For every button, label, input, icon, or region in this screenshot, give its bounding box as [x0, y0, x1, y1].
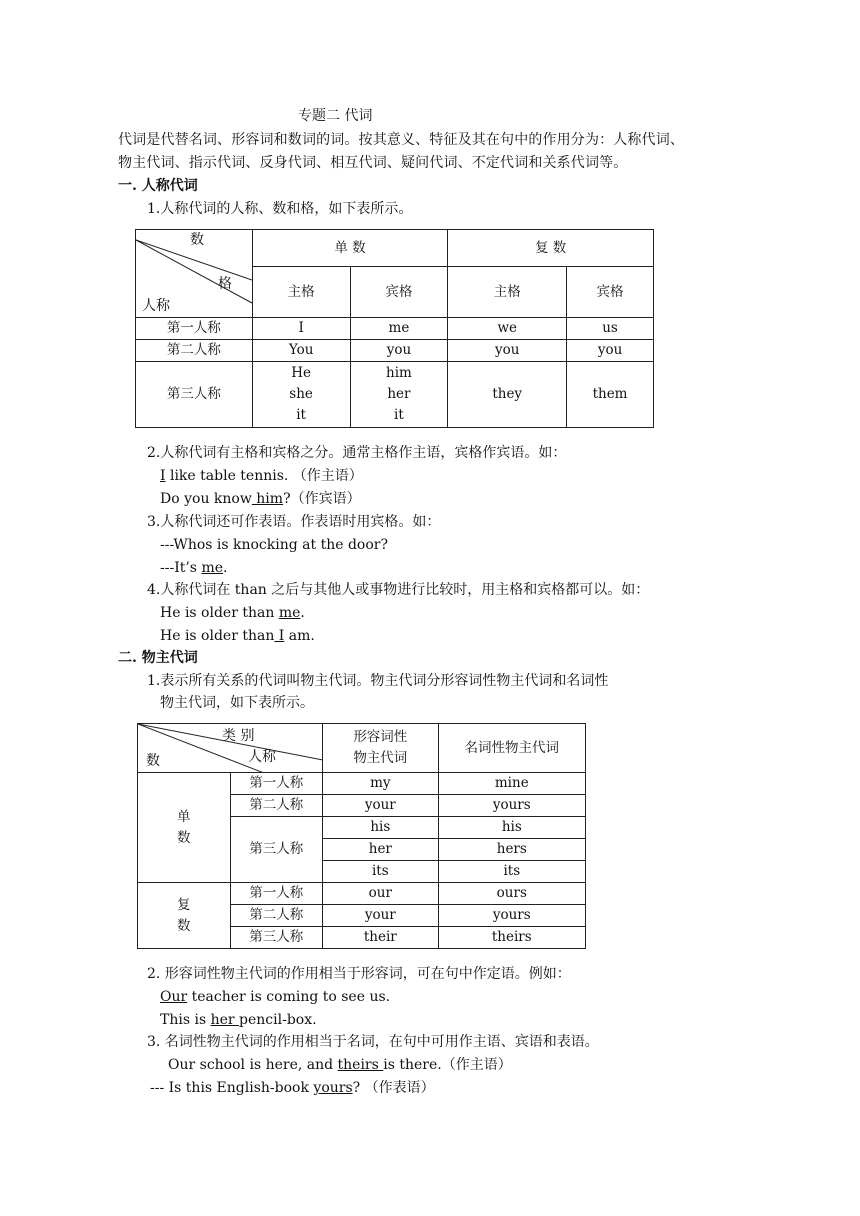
- table2-adj-header: [323, 724, 439, 773]
- plural-char-1: 复: [177, 896, 191, 913]
- table2-cell: your: [323, 795, 439, 817]
- table1-corner-cell: [136, 230, 253, 318]
- table2-cell: my: [323, 773, 439, 795]
- table2-person-first: 第一人称: [230, 883, 323, 905]
- pronoun-her: her: [387, 386, 411, 402]
- table1-cell: us: [567, 318, 654, 340]
- table2-adj-header-line2: 物主代词: [353, 750, 408, 766]
- table2-corner-number: 数: [146, 753, 160, 769]
- table2-person-second: 第二人称: [230, 795, 323, 817]
- table2-singular-label: [138, 773, 231, 883]
- section1-example4b: He is older than I am.: [160, 628, 315, 644]
- singular-char-2: 数: [177, 829, 191, 846]
- table1-cell: them: [567, 362, 654, 428]
- table1-cell: me: [350, 318, 448, 340]
- table2-cell: his: [323, 817, 439, 839]
- table1-cell: they: [448, 362, 567, 428]
- section1-example2a: I like table tennis. （作主语）: [160, 468, 363, 484]
- page-title: 专题二 代词: [298, 108, 373, 124]
- table2-plural-label: [138, 883, 231, 949]
- table1-obj-header-plural: 宾格: [567, 267, 654, 318]
- plural-char-2: 数: [177, 917, 191, 934]
- table1-cell: you: [567, 340, 654, 362]
- pronoun-he: He: [291, 365, 311, 381]
- table1-subj-header-plural: 主格: [448, 267, 567, 318]
- section2-para2: 2. 形容词性物主代词的作用相当于形容词，可在句中作定语。例如：: [147, 966, 571, 982]
- pronoun-it: it: [296, 407, 306, 423]
- table1-singular-header: 单 数: [252, 230, 448, 267]
- section1-example3a: ---Whos is knocking at the door?: [160, 537, 388, 553]
- table1-row-person: 第三人称: [136, 362, 253, 428]
- table1-row-person: 第一人称: [136, 318, 253, 340]
- section2-para3: 3. 名词性物主代词的作用相当于名词，在句中可用作主语、宾语和表语。: [147, 1034, 599, 1050]
- table1-corner-case: 格: [218, 276, 232, 292]
- table2-corner-category: 类 别: [222, 728, 255, 744]
- table2-cell: its: [438, 861, 585, 883]
- singular-char-1: 单: [177, 808, 191, 825]
- intro-line-1: 代词是代替名词、形容词和数词的词。按其意义、特征及其在句中的作用分为：人称代词、: [118, 132, 684, 148]
- section2-para1-line2: 物主代词，如下表所示。: [160, 695, 314, 711]
- table2-person-third: 第三人称: [230, 927, 323, 949]
- table2-cell: their: [323, 927, 439, 949]
- section1-para1: 1.人称代词的人称、数和格，如下表所示。: [147, 201, 413, 217]
- section1-example3b: ---It’s me.: [160, 560, 228, 576]
- section1-para2: 2.人称代词有主格和宾格之分。通常主格作主语，宾格作宾语。如：: [147, 445, 567, 461]
- table2-cell: our: [323, 883, 439, 905]
- intro-line-2: 物主代词、指示代词、反身代词、相互代词、疑问代词、不定代词和关系代词等。: [118, 155, 628, 171]
- table2-cell: your: [323, 905, 439, 927]
- table1-plural-header: 复 数: [448, 230, 654, 267]
- section1-example2b: Do you know him?（作宾语）: [160, 491, 361, 507]
- table2-corner-cell: [138, 724, 323, 773]
- table2-cell: hers: [438, 839, 585, 861]
- table2-cell: her: [323, 839, 439, 861]
- section2-para1-line1: 1.表示所有关系的代词叫物主代词。物主代词分形容词性物主代词和名词性: [147, 673, 609, 689]
- table1-cell-third-subj: [252, 362, 350, 428]
- section1-para3: 3.人称代词还可作表语。作表语时用宾格。如：: [147, 514, 441, 530]
- pronoun-him: him: [386, 365, 412, 381]
- pronoun-it-obj: it: [394, 407, 404, 423]
- table2-corner-person: 人称: [248, 749, 276, 765]
- table1-cell: you: [350, 340, 448, 362]
- table1-obj-header: 宾格: [350, 267, 448, 318]
- table2-cell: yours: [438, 905, 585, 927]
- table1-corner-number: 数: [190, 232, 204, 248]
- section2-example2a: Our teacher is coming to see us.: [160, 989, 391, 1005]
- table2-cell: its: [323, 861, 439, 883]
- pronoun-she: she: [289, 386, 313, 402]
- table2-cell: his: [438, 817, 585, 839]
- table2-cell: theirs: [438, 927, 585, 949]
- table1-corner-person: 人称: [142, 298, 170, 314]
- table2-cell: yours: [438, 795, 585, 817]
- table1-cell-third-obj: [350, 362, 448, 428]
- section1-example4a: He is older than me.: [160, 605, 305, 621]
- table2-cell: ours: [438, 883, 585, 905]
- table1-row-person: 第二人称: [136, 340, 253, 362]
- possessive-pronoun-table: [137, 723, 586, 949]
- table1-cell: You: [252, 340, 350, 362]
- table2-person-second: 第二人称: [230, 905, 323, 927]
- table2-person-first: 第一人称: [230, 773, 323, 795]
- table1-cell: you: [448, 340, 567, 362]
- section2-example3a: Our school is here, and theirs is there.（作主语）: [168, 1057, 512, 1073]
- section1-para4: 4.人称代词在 than 之后与其他人或事物进行比较时，用主格和宾格都可以。如：: [147, 582, 650, 598]
- table1-cell: I: [252, 318, 350, 340]
- section1-heading: 一. 人称代词: [118, 178, 198, 194]
- table1-cell: we: [448, 318, 567, 340]
- table2-cell: mine: [438, 773, 585, 795]
- table2-person-third: 第三人称: [230, 817, 323, 883]
- section2-heading: 二. 物主代词: [118, 650, 198, 666]
- section2-example3b: --- Is this English-book yours? （作表语）: [150, 1080, 435, 1096]
- personal-pronoun-table: [135, 229, 654, 428]
- section2-example2b: This is her pencil-box.: [160, 1012, 317, 1028]
- table2-adj-header-line1: 形容词性: [353, 729, 408, 745]
- table1-subj-header: 主格: [252, 267, 350, 318]
- table2-noun-header: 名词性物主代词: [438, 724, 585, 773]
